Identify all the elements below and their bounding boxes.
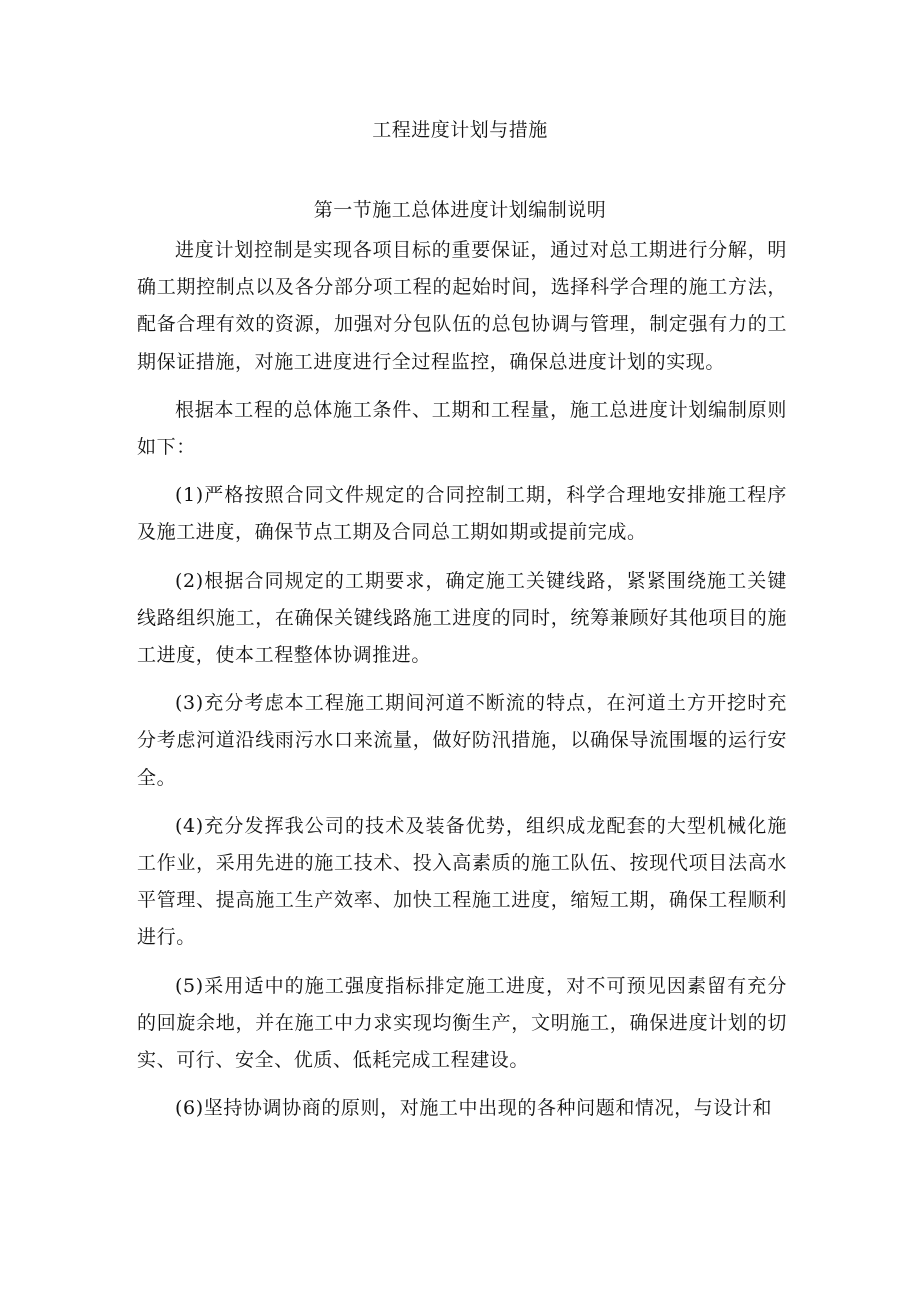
document-title: 工程进度计划与措施 — [372, 119, 548, 141]
paragraph-item-2: (2)根据合同规定的工期要求，确定施工关键线路，紧紧围绕施工关键线路组织施工，在确保关键线路施工进度的同时，统筹兼顾好其他项目的施工进度，使本工程整体协调推进。 — [137, 569, 787, 667]
paragraph-item-6: (6)坚持协调协商的原则，对施工中出现的各种问题和情况，与设计和 — [175, 1097, 773, 1120]
document-body — [137, 232, 787, 1138]
paragraph-item-4: (4)充分发挥我公司的技术及装备优势，组织成龙配套的大型机械化施工作业，采用先进的施工技术、投入高素质的施工队伍、按现代项目法高水平管理、提高施工生产效率、加快工程施工进度，缩短工期，确保工程顺利进行。 — [137, 814, 787, 949]
section-title: 第一节施工总体进度计划编制说明 — [313, 199, 607, 221]
paragraph-intro: 进度计划控制是实现各项目标的重要保证，通过对总工期进行分解，明确工期控制点以及各分部分项工程的起始时间，选择科学合理的施工方法，配备合理有效的资源，加强对分包队伍的总包协调与管理，制定强有力的工期保证措施，对施工进度进行全过程监控，确保总进度计划的实现。 — [137, 239, 787, 373]
paragraph-principles: 根据本工程的总体施工条件、工期和工程量，施工总进度计划编制原则如下： — [137, 398, 787, 459]
paragraph-item-3: (3)充分考虑本工程施工期间河道不断流的特点，在河道土方开挖时充分考虑河道沿线雨污水口来流量，做好防汛措施，以确保导流围堰的运行安全。 — [137, 692, 787, 789]
paragraph-item-1: (1)严格按照合同文件规定的合同控制工期，科学合理地安排施工程序及施工进度，确保节点工期及合同总工期如期或提前完成。 — [137, 484, 787, 544]
paragraph-item-5: (5)采用适中的施工强度指标排定施工进度，对不可预见因素留有充分的回旋余地，并在施工中力求实现均衡生产，文明施工，确保进度计划的切实、可行、安全、优质、低耗完成工程建设。 — [137, 974, 787, 1072]
